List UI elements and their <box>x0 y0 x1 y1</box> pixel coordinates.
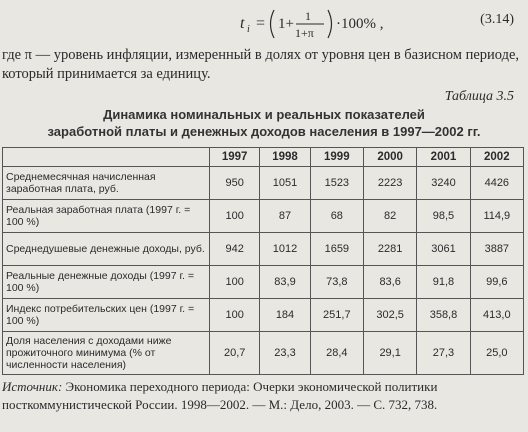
table-cell: 2223 <box>363 167 416 200</box>
table-cell: 82 <box>363 200 416 233</box>
table-cell: 3061 <box>417 233 470 266</box>
svg-text:1+π: 1+π <box>295 26 314 40</box>
table-cell: 100 <box>210 266 260 299</box>
row-label: Реальная заработная плата (1997 г. = 100 %) <box>3 200 210 233</box>
header-year: 1999 <box>310 148 363 167</box>
formula-lhs-subscript: i <box>247 24 250 35</box>
table-cell: 100 <box>210 299 260 332</box>
table-cell: 98,5 <box>417 200 470 233</box>
header-year: 2002 <box>470 148 523 167</box>
table-cell: 2281 <box>363 233 416 266</box>
table-cell: 83,9 <box>260 266 310 299</box>
data-table <box>2 147 524 375</box>
table-row <box>3 167 524 200</box>
table-cell: 184 <box>260 299 310 332</box>
table-cell: 114,9 <box>470 200 523 233</box>
equation-number: (3.14) <box>480 12 514 27</box>
table-row <box>3 233 524 266</box>
table-cell: 3887 <box>470 233 523 266</box>
table-cell: 4426 <box>470 167 523 200</box>
row-label: Реальные денежные доходы (1997 г. = 100 %) <box>3 266 210 299</box>
table-title-line1: Динамика номинальных и реальных показателей <box>103 107 425 122</box>
paragraph-text: где π — уровень инфляции, измеренный в долях от уровня цен в базисном периоде, который принимается за единицу. <box>2 47 520 82</box>
table-cell: 87 <box>260 200 310 233</box>
table-row <box>3 299 524 332</box>
table-cell: 358,8 <box>417 299 470 332</box>
table-cell: 100 <box>210 200 260 233</box>
table-row <box>3 266 524 299</box>
header-year: 2001 <box>417 148 470 167</box>
formula-lhs: t <box>240 15 245 32</box>
table-cell: 413,0 <box>470 299 523 332</box>
table-title-line2: заработной платы и денежных доходов населения в 1997—2002 гг. <box>47 124 481 139</box>
table-title <box>0 106 528 140</box>
table-cell: 28,4 <box>310 332 363 375</box>
table-cell: 20,7 <box>210 332 260 375</box>
svg-text:=: = <box>256 15 266 32</box>
table-cell: 29,1 <box>363 332 416 375</box>
row-label: Среднемесячная начисленная заработная плата, руб. <box>3 167 210 200</box>
table-cell: 950 <box>210 167 260 200</box>
table-cell: 73,8 <box>310 266 363 299</box>
table-cell: 1659 <box>310 233 363 266</box>
source-label: Источник: <box>2 379 63 394</box>
table-cell: 25,0 <box>470 332 523 375</box>
table-cell: 1012 <box>260 233 310 266</box>
svg-text:1+: 1+ <box>278 16 294 32</box>
row-label: Доля населения с доходами ниже прожиточного минимума (% от численности населения) <box>3 332 210 375</box>
table-row <box>3 200 524 233</box>
table-label: Таблица 3.5 <box>444 89 514 104</box>
table-cell: 251,7 <box>310 299 363 332</box>
table-cell: 99,6 <box>470 266 523 299</box>
table-cell: 942 <box>210 233 260 266</box>
header-year: 2000 <box>363 148 416 167</box>
header-empty-cell <box>3 148 210 167</box>
table-cell: 27,3 <box>417 332 470 375</box>
source-text: Экономика переходного периода: Очерки экономической политики посткоммунистической России. 1998—2002. — М.: Дело, 2003. — С. 732, 738. <box>2 379 438 412</box>
table-cell: 1051 <box>260 167 310 200</box>
header-year: 1998 <box>260 148 310 167</box>
formula <box>240 6 450 47</box>
header-row <box>3 148 524 167</box>
header-year: 1997 <box>210 148 260 167</box>
svg-text:1: 1 <box>305 9 311 23</box>
table-cell: 23,3 <box>260 332 310 375</box>
table-cell: 1523 <box>310 167 363 200</box>
row-label: Среднедушевые денежные доходы, руб. <box>3 233 210 266</box>
table-cell: 68 <box>310 200 363 233</box>
source-note <box>2 378 524 414</box>
formula-line <box>0 0 528 44</box>
table-cell: 83,6 <box>363 266 416 299</box>
table-cell: 91,8 <box>417 266 470 299</box>
formula-graphic <box>240 6 450 42</box>
table-cell: 302,5 <box>363 299 416 332</box>
svg-text:·100% ,: ·100% , <box>336 16 384 32</box>
row-label: Индекс потребительских цен (1997 г. = 100 %) <box>3 299 210 332</box>
table-cell: 3240 <box>417 167 470 200</box>
table-row <box>3 332 524 375</box>
